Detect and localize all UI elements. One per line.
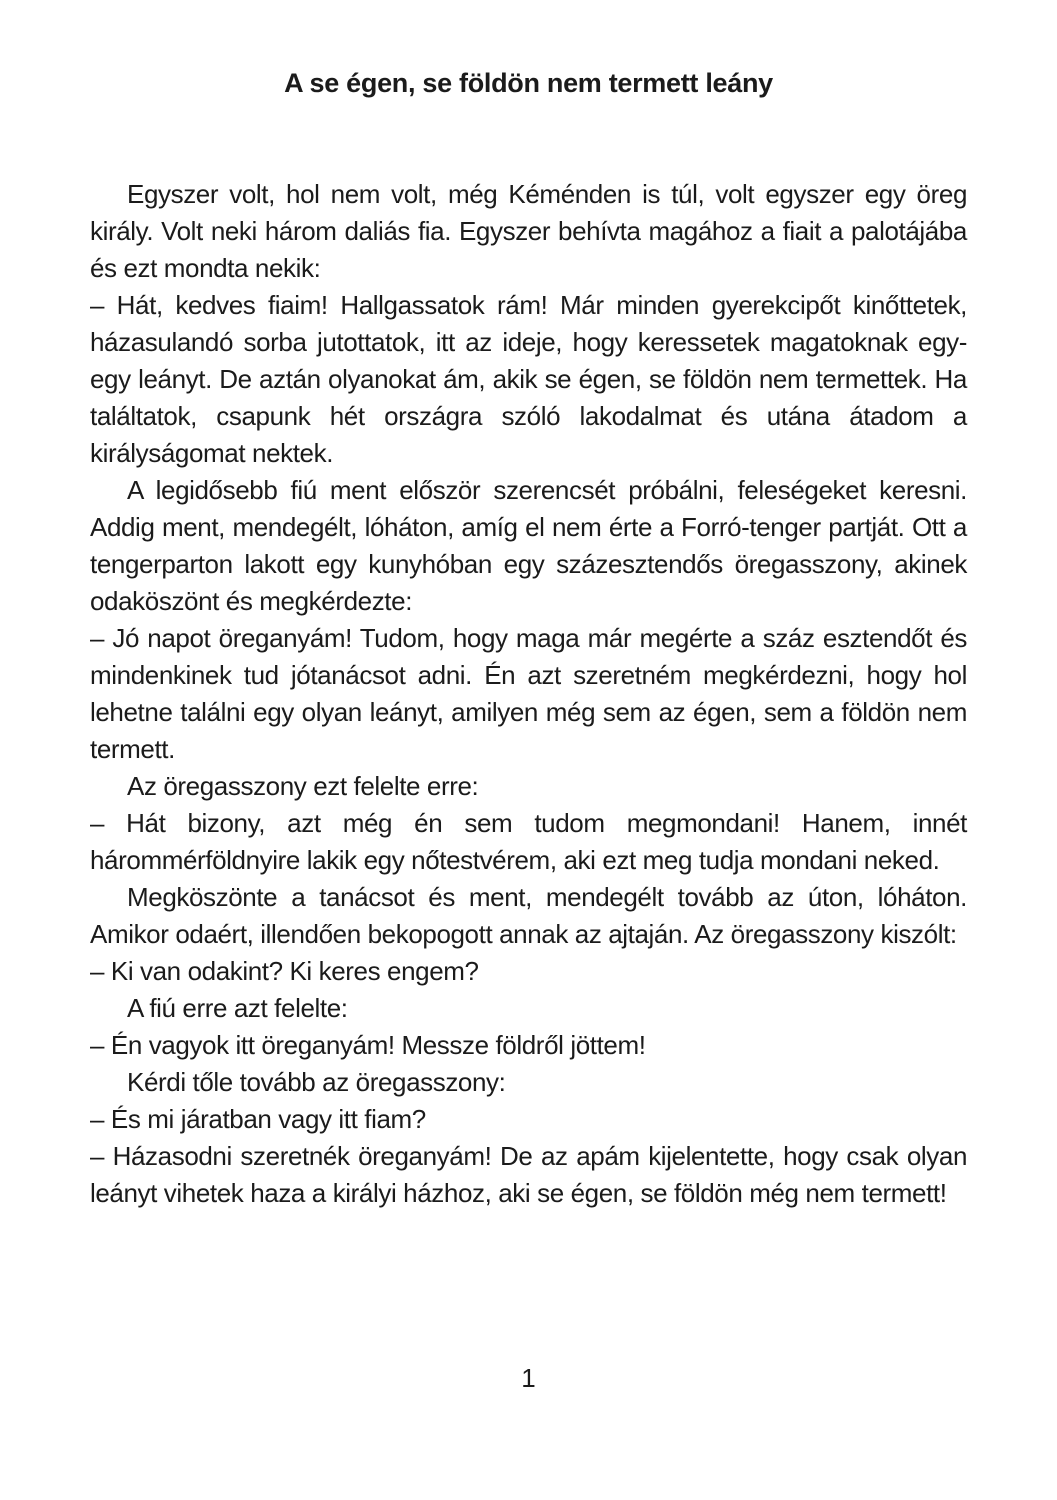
page-title: A se égen, se földön nem termett leány <box>284 68 773 98</box>
page-number: 1 <box>521 1363 536 1393</box>
dialogue-paragraph: – Hát, kedves fiaim! Hallgassatok rám! Már minden gyerekcipőt kinőttetek, házasulandó sorba jutottatok, itt az ideje, hogy keressetek magatoknak egy-egy leányt. De aztán olyanokat ám, akik se égen, se földön nem termettek. Ha találtatok, csapunk hét országra szóló lakodalmat és utána átadom a királyságomat nektek. <box>90 290 967 468</box>
dialogue-paragraph: – Házasodni szeretnék öreganyám! De az apám kijelentette, hogy csak olyan leányt vihetek haza a királyi házhoz, aki se égen, se földön még nem termett! <box>90 1141 967 1208</box>
dialogue-paragraph: – Ki van odakint? Ki keres engem? <box>90 956 479 986</box>
dialogue-paragraph: – Hát bizony, azt még én sem tudom megmondani! Hanem, innét hárommérföldnyire lakik egy nőtestvérem, aki ezt meg tudja mondani neked. <box>90 808 967 875</box>
narrative-paragraph: A legidősebb fiú ment először szerencsét próbálni, feleségeket keresni. Addig ment, mendegélt, lóháton, amíg el nem érte a Forró-tenger partját. Ott a tengerparton lakott egy kunyhóban egy százesztendős öregasszony, akinek odaköszönt és megkérdezte: <box>90 475 967 616</box>
narrative-paragraph: Kérdi tőle tovább az öregasszony: <box>127 1067 506 1097</box>
narrative-paragraph: A fiú erre azt felelte: <box>127 993 348 1023</box>
dialogue-paragraph: – Jó napot öreganyám! Tudom, hogy maga már megérte a száz esztendőt és mindenkinek tud jótanácsot adni. Én azt szeretném megkérdezni, hogy hol lehetne találni egy olyan leányt, amilyen még sem az égen, sem a földön nem termett. <box>90 623 967 764</box>
narrative-paragraph: Az öregasszony ezt felelte erre: <box>127 771 479 801</box>
dialogue-paragraph: – És mi járatban vagy itt fiam? <box>90 1104 426 1134</box>
story-body <box>90 176 967 1212</box>
narrative-paragraph: Egyszer volt, hol nem volt, még Kéménden is túl, volt egyszer egy öreg király. Volt neki három daliás fia. Egyszer behívta magához a fiait a palotájába és ezt mondta nekik: <box>90 179 967 283</box>
dialogue-paragraph: – Én vagyok itt öreganyám! Messze földről jöttem! <box>90 1030 646 1060</box>
narrative-paragraph: Megköszönte a tanácsot és ment, mendegélt tovább az úton, lóháton. Amikor odaért, illendően bekopogott annak az ajtaján. Az öregasszony kiszólt: <box>90 882 967 949</box>
